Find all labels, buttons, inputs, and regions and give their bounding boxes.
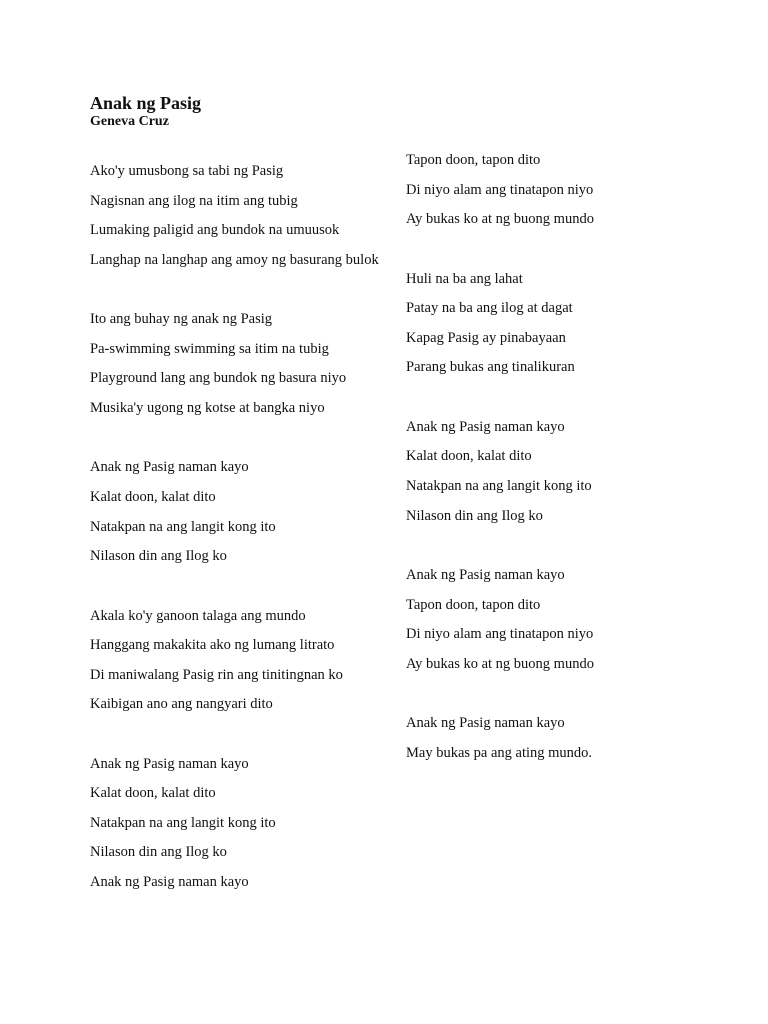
lyric-line: Tapon doon, tapon dito [406, 596, 541, 613]
lyric-line: Di niyo alam ang tinatapon niyo [406, 626, 594, 643]
lyric-line: Lumaking paligid ang bundok na umuusok [90, 222, 340, 239]
lyric-line: Anak ng Pasig naman kayo [90, 874, 249, 891]
lyric-line: Kaibigan ano ang nangyari dito [90, 696, 273, 713]
lyric-line: Di maniwalang Pasig rin ang tinitingnan ko [90, 666, 343, 683]
stanza-break [90, 280, 380, 310]
stanza-break [406, 536, 706, 566]
lyric-line: Ito ang buhay ng anak ng Pasig [90, 311, 273, 328]
lyric-line: Nagisnan ang ilog na itim ang tubig [90, 192, 298, 209]
stanza-break [90, 577, 380, 607]
lyrics-right-column [406, 151, 706, 773]
lyric-line: Anak ng Pasig naman kayo [406, 566, 565, 583]
stanza-break [406, 240, 706, 270]
lyric-line: Natakpan na ang langit kong ito [90, 814, 276, 831]
stanza-break [406, 388, 706, 418]
lyric-line: Kalat doon, kalat dito [406, 448, 532, 465]
lyric-line: Tapon doon, tapon dito [406, 152, 541, 168]
lyric-line: Kalat doon, kalat dito [90, 785, 216, 802]
lyric-line: Nilason din ang Ilog ko [90, 548, 227, 565]
lyric-line: Hanggang makakita ako ng lumang litrato [90, 637, 335, 654]
lyric-line: May bukas pa ang ating mundo. [406, 744, 593, 761]
lyric-line: Nilason din ang Ilog ko [406, 507, 543, 524]
lyric-line: Ako'y umusbong sa tabi ng Pasig [90, 163, 284, 179]
lyric-line: Anak ng Pasig naman kayo [406, 418, 565, 435]
lyric-line: Nilason din ang Ilog ko [90, 844, 227, 861]
lyric-line: Parang bukas ang tinalikuran [406, 359, 575, 376]
song-title: Anak ng Pasig [90, 93, 202, 113]
lyric-line: Musika'y ugong ng kotse at bangka niyo [90, 399, 325, 416]
lyric-line: Playground lang ang bundok ng basura niyo [90, 370, 347, 387]
lyric-line: Huli na ba ang lahat [406, 270, 523, 287]
lyric-line: Natakpan na ang langit kong ito [90, 518, 276, 535]
lyric-line: Anak ng Pasig naman kayo [90, 459, 249, 476]
stanza-break [406, 684, 706, 714]
lyric-line: Patay na ba ang ilog at dagat [406, 300, 573, 317]
lyric-line: Langhap na langhap ang amoy ng basurang bulok [90, 251, 379, 268]
lyric-line: Ay bukas ko at ng buong mundo [406, 211, 594, 228]
lyric-line: Ay bukas ko at ng buong mundo [406, 655, 594, 672]
song-artist: Geneva Cruz [90, 114, 169, 129]
stanza-break [90, 725, 380, 755]
lyric-line: Anak ng Pasig naman kayo [90, 755, 249, 772]
lyric-line: Akala ko'y ganoon talaga ang mundo [90, 607, 306, 624]
lyric-line: Anak ng Pasig naman kayo [406, 715, 565, 732]
lyrics-left-column [90, 162, 380, 903]
stanza-break [90, 429, 380, 459]
lyric-line: Natakpan na ang langit kong ito [406, 477, 592, 494]
lyric-line: Kapag Pasig ay pinabayaan [406, 329, 566, 346]
lyric-line: Di niyo alam ang tinatapon niyo [406, 181, 594, 198]
lyric-line: Kalat doon, kalat dito [90, 488, 216, 505]
lyric-line: Pa-swimming swimming sa itim na tubig [90, 340, 329, 357]
